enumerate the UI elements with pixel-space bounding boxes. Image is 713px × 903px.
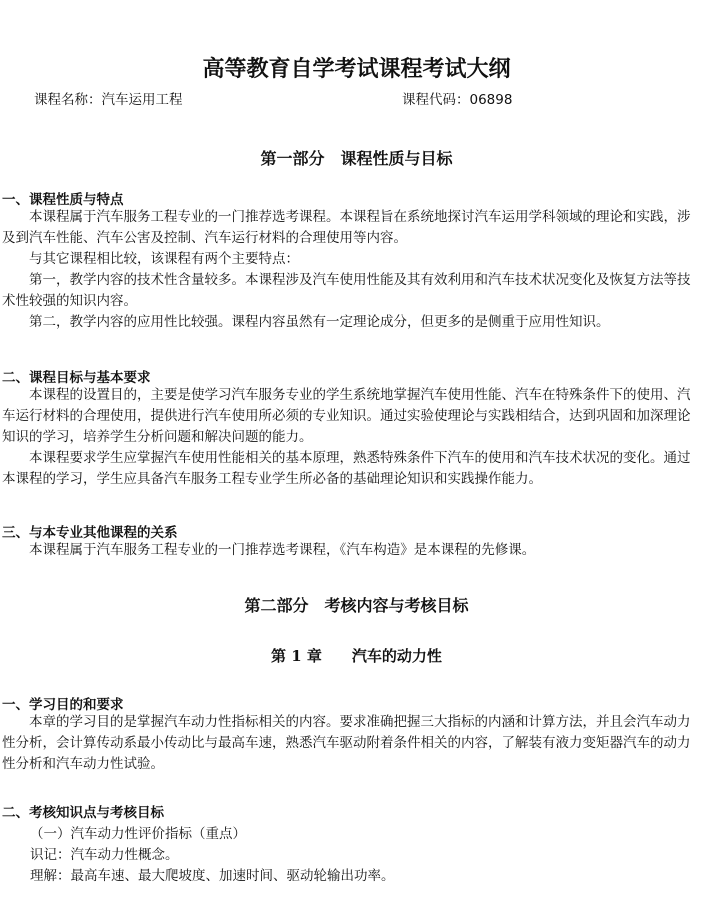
- section-heading: 一、课程性质与特点: [2, 192, 124, 208]
- section-heading: 一、学习目的和要求: [2, 697, 124, 713]
- list-item: 识记：汽车动力性概念。: [30, 847, 179, 863]
- paragraph: 第一，教学内容的技术性含量较多。本课程涉及汽车使用性能及其有效利用和汽车技术状况变化及恢复方法等技术性较强的知识内容。: [2, 272, 691, 309]
- course-name: 课程名称：汽车运用工程: [34, 92, 183, 108]
- paragraph: 与其它课程相比较，该课程有两个主要特点：: [29, 251, 299, 267]
- paragraph: 本课程属于汽车服务工程专业的一门推荐选考课程，《汽车构造》是本课程的先修课。: [29, 542, 536, 558]
- chapter-title: 第 1 章 汽车的动力性: [271, 647, 442, 665]
- paragraph: 本课程要求学生应掌握汽车使用性能相关的基本原理，熟悉特殊条件下汽车的使用和汽车技术状况的变化。通过本课程的学习，学生应具备汽车服务工程专业学生所必备的基础理论知识和实践操作能力。: [2, 450, 691, 487]
- paragraph: 本课程属于汽车服务工程专业的一门推荐选考课程。本课程旨在系统地探讨汽车运用学科领域的理论和实践，涉及到汽车性能、汽车公害及控制、汽车运行材料的合理使用等内容。: [2, 209, 691, 246]
- part1-title: 第一部分 课程性质与目标: [260, 149, 453, 168]
- paragraph: 本课程的设置目的，主要是使学习汽车服务专业的学生系统地掌握汽车使用性能、汽车在特殊条件下的使用、汽车运行材料的合理使用，提供进行汽车使用所必须的专业知识。通过实验使理论与实践相结合，达到巩固和加深理论知识的学习，培养学生分析问题和解决问题的能力。: [2, 387, 691, 445]
- list-item: （一）汽车动力性评价指标（重点）: [30, 826, 246, 842]
- section-heading: 三、与本专业其他课程的关系: [2, 525, 178, 541]
- list-item: 理解：最高车速、最大爬坡度、加速时间、驱动轮输出功率。: [30, 868, 395, 884]
- part2-title: 第二部分 考核内容与考核目标: [244, 596, 469, 615]
- paragraph: 第二，教学内容的应用性比较强。课程内容虽然有一定理论成分，但更多的是侧重于应用性知识。: [29, 314, 610, 330]
- section-heading: 二、课程目标与基本要求: [2, 370, 151, 386]
- course-code: 课程代码：06898: [402, 92, 513, 108]
- paragraph: 本章的学习目的是掌握汽车动力性指标相关的内容。要求准确把握三大指标的内涵和计算方法，并且会汽车动力性分析，会计算传动系最小传动比与最高车速，熟悉汽车驱动附着条件相关的内容，了解装有液力变矩器汽车的动力性分析和汽车动力性试验。: [2, 714, 691, 772]
- document-title: 高等教育自学考试课程考试大纲: [202, 56, 511, 82]
- section-heading: 二、考核知识点与考核目标: [2, 805, 164, 821]
